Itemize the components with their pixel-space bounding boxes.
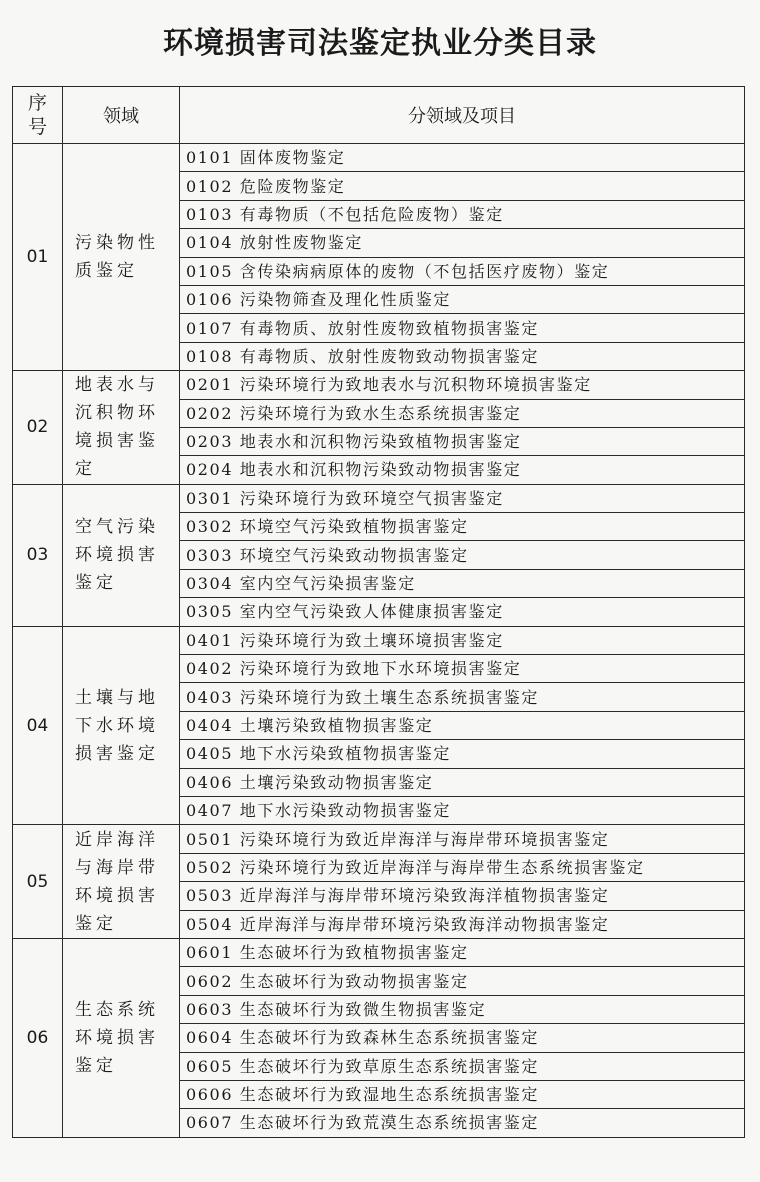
domain-line: 近岸海洋: [75, 829, 159, 850]
header-no-line2: 号: [27, 116, 47, 138]
subfield-item: 0105 含传染病病原体的废物（不包括医疗废物）鉴定: [180, 257, 745, 285]
domain-line: 环境损害: [75, 1027, 159, 1048]
subfield-item: 0404 土壤污染致植物损害鉴定: [180, 711, 745, 739]
page-title: 环境损害司法鉴定执业分类目录: [163, 26, 597, 61]
table-body: [13, 144, 745, 1138]
domain-line: 土壤与地: [75, 687, 159, 708]
domain-line: 定: [75, 459, 96, 480]
subfield-item: 0606 生态破坏行为致湿地生态系统损害鉴定: [180, 1080, 745, 1108]
subfield-item: 0108 有毒物质、放射性废物致动物损害鉴定: [180, 342, 745, 370]
subfield-item: 0303 环境空气污染致动物损害鉴定: [180, 541, 745, 569]
table-row: [13, 825, 745, 853]
subfield-item: 0104 放射性废物鉴定: [180, 229, 745, 257]
subfield-item: 0503 近岸海洋与海岸带环境污染致海洋植物损害鉴定: [180, 882, 745, 910]
subfield-item: 0502 污染环境行为致近岸海洋与海岸带生态系统损害鉴定: [180, 853, 745, 881]
domain-line: 地表水与: [75, 375, 159, 396]
domain-line: 环境损害: [75, 885, 159, 906]
table-row: [13, 484, 745, 512]
subfield-item: 0106 污染物筛查及理化性质鉴定: [180, 285, 745, 313]
domain-line: 境损害鉴: [75, 431, 159, 452]
subfield-item: 0406 土壤污染致动物损害鉴定: [180, 768, 745, 796]
subfield-item: 0607 生态破坏行为致荒漠生态系统损害鉴定: [180, 1109, 745, 1137]
subfield-item: 0204 地表水和沉积物污染致动物损害鉴定: [180, 456, 745, 484]
domain-line: 鉴定: [75, 573, 117, 594]
category-number: 06: [13, 938, 63, 1137]
category-number: 05: [13, 825, 63, 939]
subfield-item: 0605 生态破坏行为致草原生态系统损害鉴定: [180, 1052, 745, 1080]
subfield-item: 0101 固体废物鉴定: [180, 144, 745, 172]
category-domain: [63, 144, 180, 371]
subfield-item: 0107 有毒物质、放射性废物致植物损害鉴定: [180, 314, 745, 342]
domain-line: 沉积物环: [75, 403, 159, 424]
domain-line: 生态系统: [75, 999, 159, 1020]
subfield-item: 0501 污染环境行为致近岸海洋与海岸带环境损害鉴定: [180, 825, 745, 853]
subfield-item: 0403 污染环境行为致土壤生态系统损害鉴定: [180, 683, 745, 711]
domain-line: 损害鉴定: [75, 743, 159, 764]
category-domain: [63, 484, 180, 626]
category-domain: [63, 825, 180, 939]
subfield-item: 0102 危险废物鉴定: [180, 172, 745, 200]
category-domain: [63, 938, 180, 1137]
subfield-item: 0405 地下水污染致植物损害鉴定: [180, 740, 745, 768]
subfield-item: 0305 室内空气污染致人体健康损害鉴定: [180, 598, 745, 626]
domain-line: 下水环境: [75, 715, 159, 736]
subfield-item: 0401 污染环境行为致土壤环境损害鉴定: [180, 626, 745, 654]
table-row: [13, 371, 745, 399]
header-no-line1: 序: [27, 92, 47, 114]
header-domain: 领域: [63, 87, 180, 144]
subfield-item: 0203 地表水和沉积物污染致植物损害鉴定: [180, 427, 745, 455]
subfield-item: 0603 生态破坏行为致微生物损害鉴定: [180, 995, 745, 1023]
table-row: [13, 938, 745, 966]
domain-line: 空气污染: [75, 517, 159, 538]
domain-line: 质鉴定: [75, 261, 138, 282]
domain-line: 鉴定: [75, 1055, 117, 1076]
table-row: [13, 144, 745, 172]
subfield-item: 0402 污染环境行为致地下水环境损害鉴定: [180, 655, 745, 683]
domain-line: 与海岸带: [75, 857, 159, 878]
subfield-item: 0304 室内空气污染损害鉴定: [180, 569, 745, 597]
table-row: [13, 626, 745, 654]
domain-line: 污染物性: [75, 233, 159, 254]
category-number: 03: [13, 484, 63, 626]
subfield-item: 0301 污染环境行为致环境空气损害鉴定: [180, 484, 745, 512]
subfield-item: 0602 生态破坏行为致动物损害鉴定: [180, 967, 745, 995]
subfield-item: 0601 生态破坏行为致植物损害鉴定: [180, 938, 745, 966]
category-number: 01: [13, 144, 63, 371]
subfield-item: 0103 有毒物质（不包括危险废物）鉴定: [180, 200, 745, 228]
classification-table: [12, 86, 745, 1138]
domain-line: 环境损害: [75, 545, 159, 566]
domain-line: 鉴定: [75, 913, 117, 934]
category-domain: [63, 371, 180, 485]
subfield-item: 0504 近岸海洋与海岸带环境污染致海洋动物损害鉴定: [180, 910, 745, 938]
subfield-item: 0604 生态破坏行为致森林生态系统损害鉴定: [180, 1024, 745, 1052]
category-number: 04: [13, 626, 63, 825]
subfield-item: 0407 地下水污染致动物损害鉴定: [180, 796, 745, 824]
category-number: 02: [13, 371, 63, 485]
subfield-item: 0201 污染环境行为致地表水与沉积物环境损害鉴定: [180, 371, 745, 399]
category-domain: [63, 626, 180, 825]
subfield-item: 0302 环境空气污染致植物损害鉴定: [180, 513, 745, 541]
table-header-row: [13, 87, 745, 144]
subfield-item: 0202 污染环境行为致水生态系统损害鉴定: [180, 399, 745, 427]
header-items: 分领域及项目: [180, 87, 745, 144]
header-no: [13, 87, 63, 144]
